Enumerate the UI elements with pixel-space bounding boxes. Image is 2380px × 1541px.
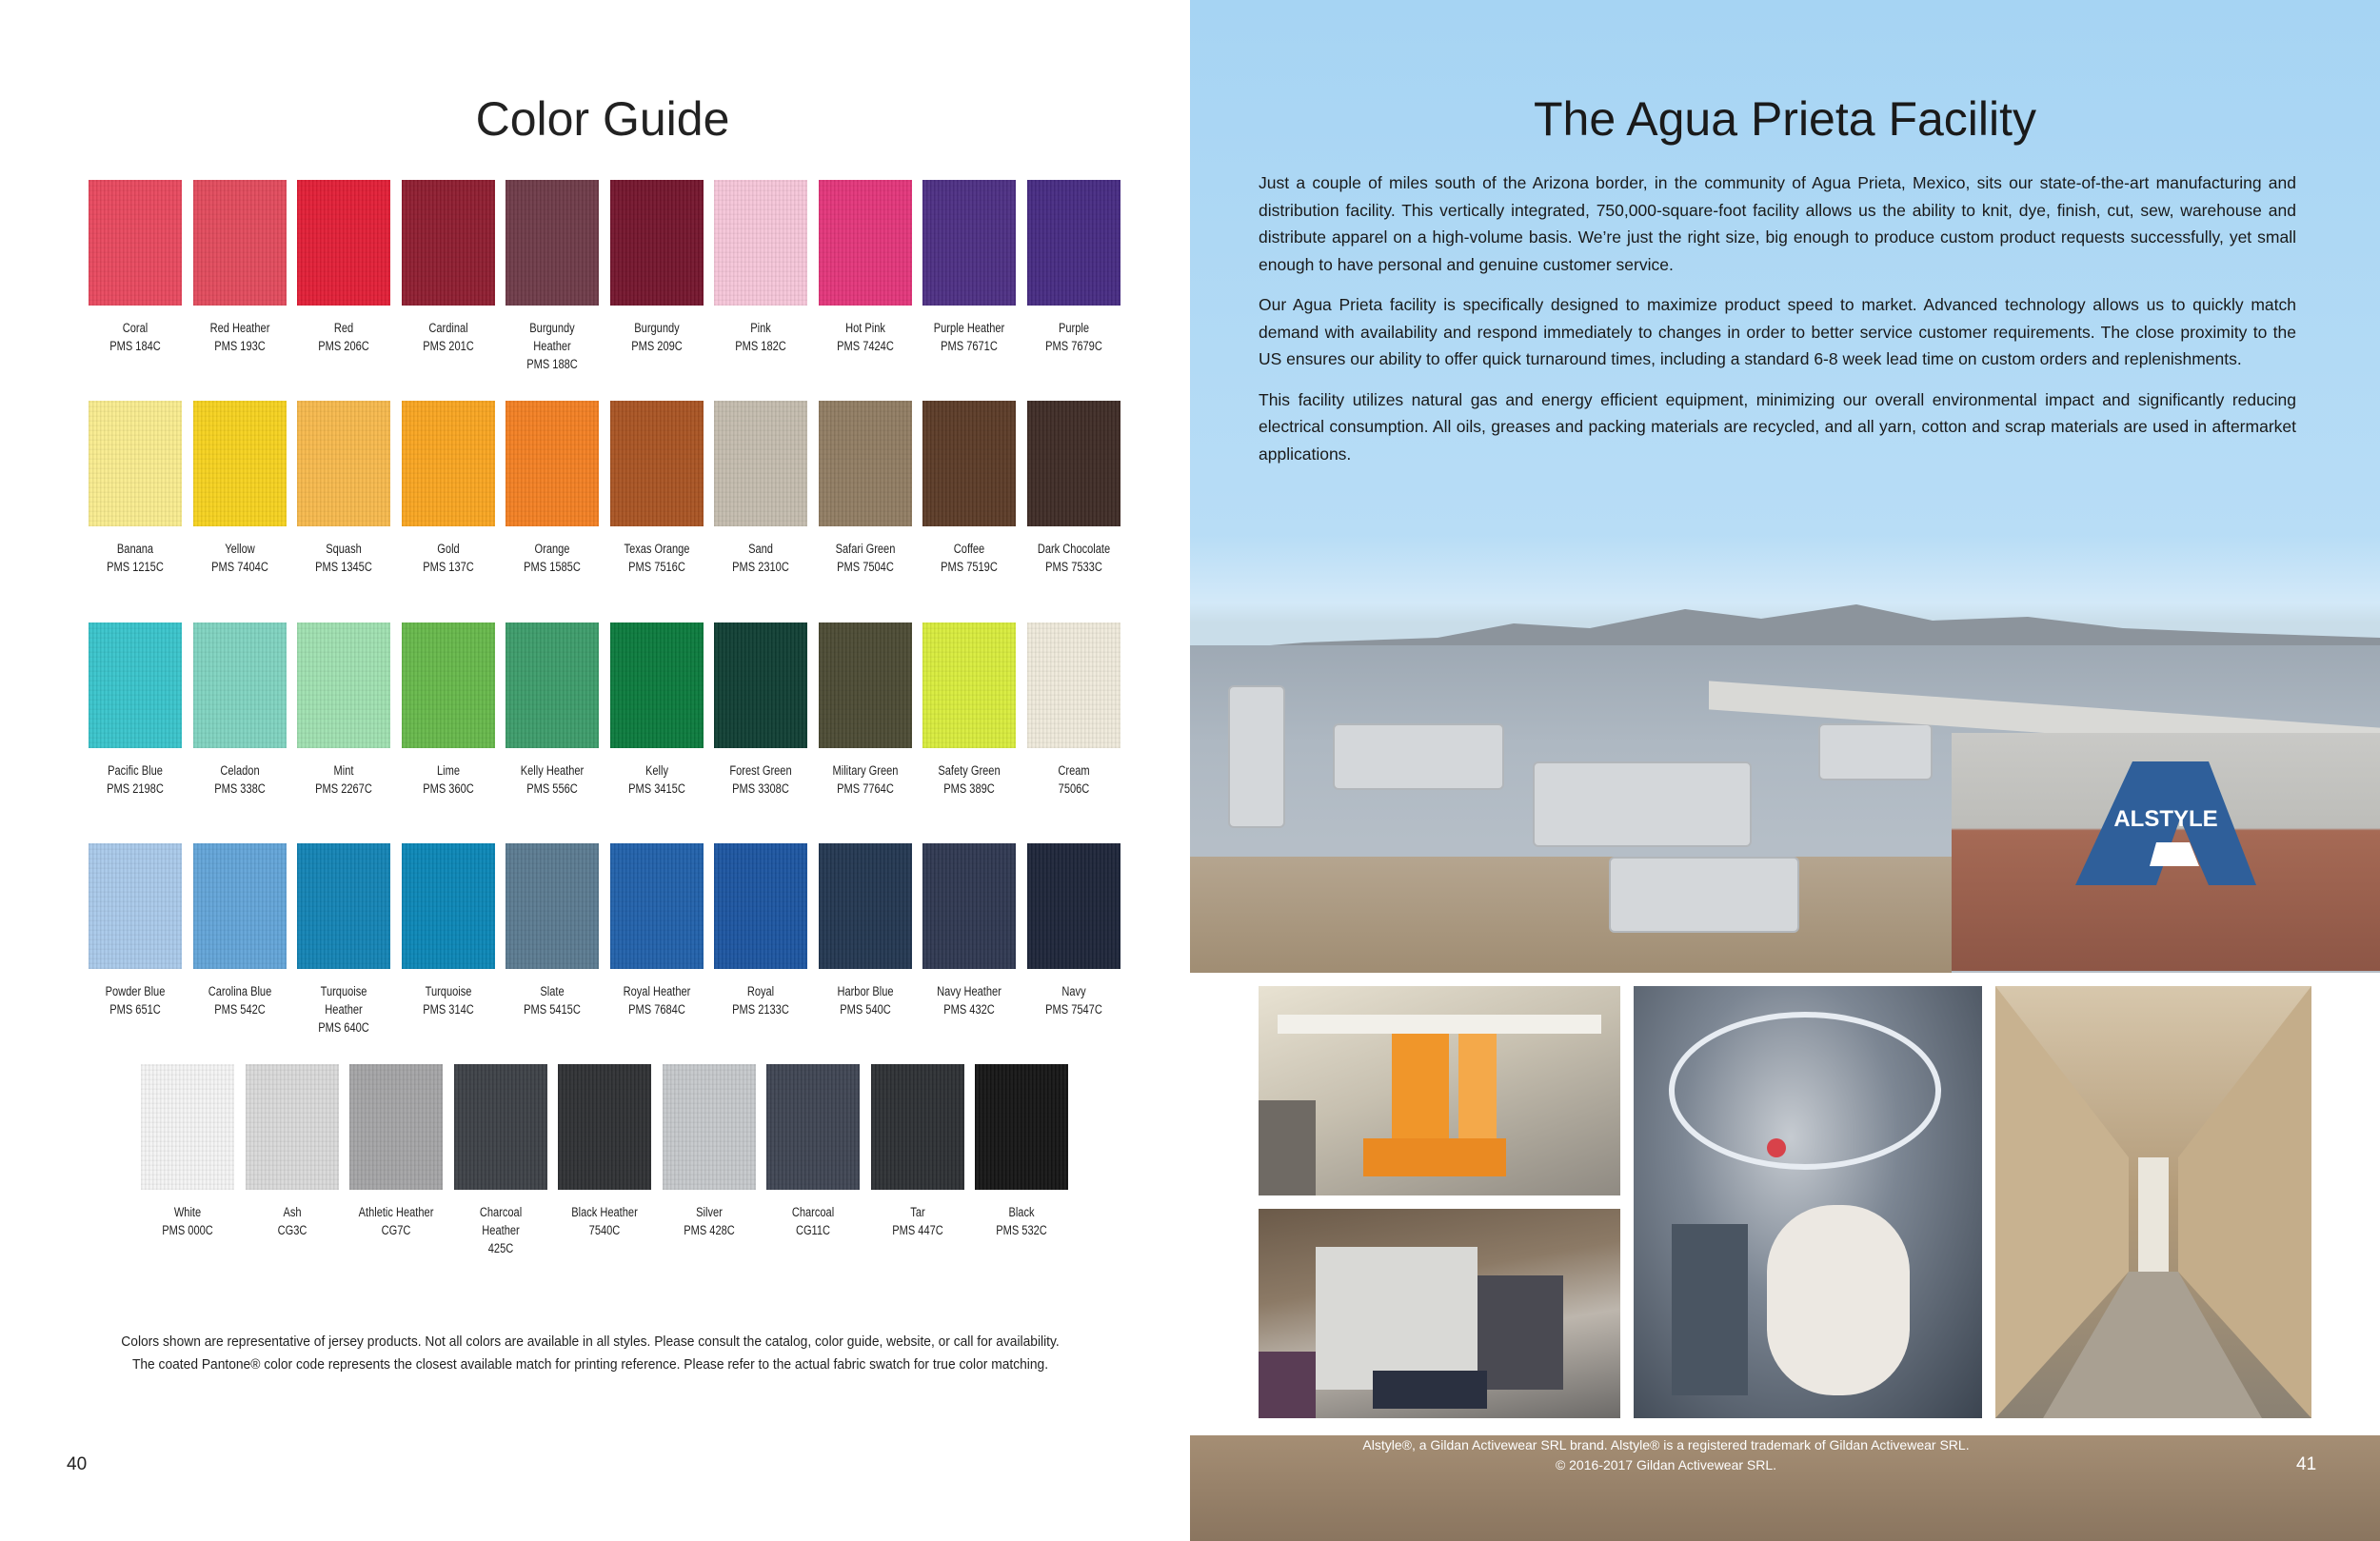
- swatch-label-line: PMS 193C: [213, 339, 266, 353]
- swatch-item: [663, 1064, 758, 1239]
- swatch-label-line: Turquoise: [425, 984, 471, 998]
- swatch-label: [97, 319, 173, 355]
- swatch-label: [931, 319, 1007, 355]
- color-swatch: [297, 401, 390, 526]
- swatch-item: [922, 401, 1018, 576]
- swatch-label: [514, 761, 590, 798]
- swatch-label-line: 7540C: [588, 1223, 621, 1237]
- swatch-label-line: Forest Green: [729, 763, 792, 778]
- swatch-label: [983, 1203, 1060, 1239]
- swatch-label: [462, 1203, 538, 1257]
- color-swatch: [454, 1064, 547, 1190]
- swatch-label-line: Hot Pink: [844, 321, 885, 335]
- facility-paragraph: Just a couple of miles south of the Arizona border, in the community of Agua Prieta, Mexico, sits our state-of-the-art manufacturing and distribution facility. This vertically integrated, 750,000-square-foot facility allows us the ability to knit, dye, finish, cut, sew, warehouse and distribute apparel on a high-volume basis. We’re just the right size, big enough to produce custom product requests successfully, yet small enough to have personal and genuine customer service.: [1259, 173, 2296, 274]
- color-swatch: [402, 622, 495, 748]
- color-swatch: [714, 401, 807, 526]
- swatch-row: [89, 180, 1131, 370]
- swatch-label-line: PMS 7671C: [941, 339, 998, 353]
- color-swatch: [714, 180, 807, 306]
- swatch-label: [97, 761, 173, 798]
- color-swatch: [922, 401, 1016, 526]
- swatch-label-line: Black: [1008, 1205, 1035, 1219]
- color-swatch: [1027, 180, 1121, 306]
- swatch-label: [409, 982, 486, 1018]
- swatch-label-line: Navy Heather: [937, 984, 1002, 998]
- ground-area: [1190, 857, 1952, 973]
- swatch-label-line: Royal: [746, 984, 775, 998]
- swatch-item: [819, 180, 914, 355]
- swatch-label-line: PMS 2133C: [732, 1002, 789, 1017]
- swatch-label-line: Safari Green: [835, 542, 895, 556]
- swatch-label-line: Lime: [436, 763, 460, 778]
- swatch-label: [306, 540, 382, 576]
- swatch-item: [193, 401, 288, 576]
- swatch-label: [775, 1203, 851, 1239]
- swatch-label-line: Coral: [122, 321, 149, 335]
- swatch-item: [246, 1064, 341, 1239]
- swatch-label-line: Cream: [1057, 763, 1090, 778]
- swatch-label-line: Kelly Heather: [520, 763, 585, 778]
- facility-body: [1259, 169, 2296, 481]
- swatch-item: [141, 1064, 236, 1239]
- swatch-label-line: Ash: [282, 1205, 302, 1219]
- swatch-label: [723, 982, 799, 1018]
- color-swatch: [89, 622, 182, 748]
- swatch-label-line: Orange: [534, 542, 570, 556]
- swatch-label-line: Kelly: [645, 763, 668, 778]
- swatch-label: [1035, 540, 1111, 576]
- swatch-label: [618, 540, 694, 576]
- swatch-item: [1027, 401, 1122, 576]
- swatch-label-line: 425C: [487, 1241, 513, 1255]
- color-swatch: [506, 622, 599, 748]
- color-swatch: [193, 180, 287, 306]
- printing-line-photo: [1259, 1209, 1620, 1418]
- warehouse-aisle-graphic: [1995, 986, 2311, 1418]
- swatch-item: [402, 401, 497, 576]
- swatch-label-line: Burgundy: [633, 321, 680, 335]
- printing-machine-graphic: [1259, 1209, 1620, 1418]
- swatch-label-line: Military Green: [832, 763, 898, 778]
- swatch-label: [201, 319, 277, 355]
- swatch-label: [306, 761, 382, 798]
- color-swatch: [402, 180, 495, 306]
- hvac-duct: [1818, 723, 1933, 780]
- swatch-label: [931, 982, 1007, 1018]
- color-swatch: [402, 401, 495, 526]
- swatch-label-line: PMS 428C: [683, 1223, 735, 1237]
- swatch-label: [201, 761, 277, 798]
- color-swatch: [506, 401, 599, 526]
- swatch-label: [358, 1203, 434, 1239]
- swatch-item: [975, 1064, 1070, 1239]
- swatch-item: [193, 180, 288, 355]
- swatch-label-line: PMS 314C: [422, 1002, 474, 1017]
- swatch-item: [297, 843, 392, 1037]
- swatch-label-line: PMS 389C: [943, 781, 995, 796]
- swatch-label: [826, 982, 902, 1018]
- color-swatch: [610, 622, 704, 748]
- fabric-machine-graphic: [1259, 986, 1620, 1195]
- swatch-label-line: PMS 3308C: [732, 781, 789, 796]
- swatch-label-line: Heather: [325, 1002, 363, 1017]
- color-swatch: [246, 1064, 339, 1190]
- swatch-row: [141, 1064, 1080, 1255]
- color-swatch: [922, 843, 1016, 969]
- swatch-label-line: Turquoise: [320, 984, 367, 998]
- swatch-label-line: Mint: [333, 763, 354, 778]
- swatch-item: [89, 180, 184, 355]
- swatch-item: [506, 401, 601, 576]
- swatch-label-line: Royal Heather: [623, 984, 690, 998]
- swatch-label-line: Squash: [326, 542, 362, 556]
- swatch-item: [819, 622, 914, 798]
- swatch-label-line: PMS 7424C: [836, 339, 894, 353]
- swatch-label: [1035, 982, 1111, 1018]
- swatch-label-line: PMS 7516C: [627, 560, 685, 574]
- swatch-item: [922, 180, 1018, 355]
- swatch-label-line: Carolina Blue: [208, 984, 271, 998]
- swatch-label: [409, 319, 486, 355]
- swatch-label: [931, 540, 1007, 576]
- swatch-label-line: Purple: [1058, 321, 1089, 335]
- hvac-duct: [1333, 723, 1504, 790]
- building-sign-text: ALSTYLE: [2113, 806, 2218, 832]
- color-swatch: [1027, 843, 1121, 969]
- swatch-label: [618, 982, 694, 1018]
- swatch-label: [253, 1203, 329, 1239]
- swatch-label-line: CG11C: [795, 1223, 831, 1237]
- color-swatch: [193, 401, 287, 526]
- alstyle-logo: [2066, 752, 2266, 895]
- swatch-item: [297, 180, 392, 355]
- color-swatch: [610, 843, 704, 969]
- swatch-label: [618, 319, 694, 355]
- swatch-item: [297, 622, 392, 798]
- swatch-item: [349, 1064, 445, 1239]
- color-swatch: [871, 1064, 964, 1190]
- swatch-label: [931, 761, 1007, 798]
- swatch-label-line: PMS 1585C: [524, 560, 581, 574]
- swatch-label-line: Pacific Blue: [108, 763, 163, 778]
- color-swatch: [89, 180, 182, 306]
- color-swatch: [297, 843, 390, 969]
- swatch-item: [89, 843, 184, 1018]
- swatch-label: [409, 540, 486, 576]
- swatch-label-line: PMS 2267C: [315, 781, 372, 796]
- swatch-row: [89, 843, 1131, 1034]
- color-swatch: [819, 622, 912, 748]
- color-guide-note: [100, 1331, 1081, 1376]
- color-swatch: [297, 180, 390, 306]
- note-line: The coated Pantone® color code represents the closest available match for printing reference. Please refer to the actual fabric swatch for true color matching.: [131, 1356, 1049, 1373]
- color-swatch: [610, 180, 704, 306]
- color-swatch: [819, 401, 912, 526]
- hvac-duct: [1609, 857, 1799, 933]
- swatch-label: [723, 319, 799, 355]
- color-swatch: [89, 843, 182, 969]
- color-swatch: [349, 1064, 443, 1190]
- facility-paragraph: This facility utilizes natural gas and energy efficient equipment, minimizing our overall environmental impact and significantly reducing electrical consumption. All oils, greases and packing materials are recycled, and all yarn, cotton and scrap materials are used in aftermarket applications.: [1259, 389, 2296, 464]
- swatch-label: [826, 540, 902, 576]
- swatch-item: [297, 401, 392, 576]
- swatch-item: [193, 622, 288, 798]
- swatch-label: [723, 540, 799, 576]
- swatch-label-line: PMS 7504C: [836, 560, 894, 574]
- swatch-label: [514, 319, 590, 373]
- swatch-label-line: PMS 7404C: [210, 560, 268, 574]
- dye-finishing-photo: [1259, 986, 1620, 1195]
- swatch-label: [879, 1203, 955, 1239]
- swatch-item: [193, 843, 288, 1018]
- swatch-label-line: PMS 1345C: [315, 560, 372, 574]
- swatch-item: [506, 843, 601, 1018]
- swatch-label-line: Powder Blue: [105, 984, 166, 998]
- swatch-label-line: Red Heather: [209, 321, 269, 335]
- swatch-label-line: PMS 360C: [422, 781, 474, 796]
- swatch-label-line: PMS 7547C: [1044, 1002, 1102, 1017]
- swatch-label-line: Slate: [540, 984, 565, 998]
- swatch-label-line: PMS 556C: [526, 781, 578, 796]
- color-swatch: [193, 843, 287, 969]
- swatch-label-line: Tar: [909, 1205, 925, 1219]
- swatch-label-line: CG7C: [381, 1223, 411, 1237]
- swatch-label-line: PMS 2198C: [107, 781, 164, 796]
- swatch-label: [201, 540, 277, 576]
- swatch-label-line: PMS 2310C: [732, 560, 789, 574]
- swatch-item: [1027, 843, 1122, 1018]
- color-swatch: [766, 1064, 860, 1190]
- swatch-label-line: Red: [333, 321, 354, 335]
- swatch-item: [610, 843, 705, 1018]
- swatch-label-line: PMS 7519C: [941, 560, 998, 574]
- swatch-label-line: PMS 3415C: [627, 781, 685, 796]
- swatch-row: [89, 401, 1131, 591]
- swatch-label-line: PMS 532C: [996, 1223, 1047, 1237]
- swatch-label: [514, 540, 590, 576]
- swatch-item: [610, 401, 705, 576]
- hvac-duct: [1228, 685, 1285, 828]
- facility-page: [1190, 0, 2380, 1541]
- color-swatch: [141, 1064, 234, 1190]
- page-number-left: 40: [67, 1454, 88, 1474]
- swatch-label-line: PMS 540C: [839, 1002, 891, 1017]
- color-guide-title: Color Guide: [475, 92, 730, 146]
- swatch-label: [306, 982, 382, 1037]
- swatch-item: [610, 180, 705, 355]
- swatch-label-line: PMS 206C: [318, 339, 369, 353]
- color-swatch: [297, 622, 390, 748]
- swatch-label: [723, 761, 799, 798]
- swatch-label-line: Purple Heather: [933, 321, 1005, 335]
- swatch-item: [922, 843, 1018, 1018]
- swatch-label-line: PMS 432C: [943, 1002, 995, 1017]
- swatch-item: [714, 180, 809, 355]
- swatch-item: [454, 1064, 549, 1257]
- swatch-label-line: PMS 209C: [630, 339, 683, 353]
- swatch-label-line: PMS 338C: [213, 781, 266, 796]
- swatch-label-line: Burgundy: [529, 321, 575, 335]
- swatch-label-line: Pink: [750, 321, 771, 335]
- swatch-label-line: Celadon: [219, 763, 260, 778]
- swatch-label-line: Safety Green: [938, 763, 1001, 778]
- swatch-label-line: Navy: [1061, 984, 1086, 998]
- color-swatch: [506, 843, 599, 969]
- swatch-item: [922, 622, 1018, 798]
- swatch-label-line: Texas Orange: [624, 542, 689, 556]
- swatch-label-line: PMS 640C: [318, 1020, 369, 1035]
- swatch-label-line: Coffee: [953, 542, 985, 556]
- color-swatch: [402, 843, 495, 969]
- warehouse-photo: [1995, 986, 2311, 1418]
- swatch-item: [871, 1064, 966, 1239]
- swatch-item: [89, 622, 184, 798]
- swatch-label-line: PMS 542C: [213, 1002, 266, 1017]
- facility-aerial-photo: [1190, 571, 2380, 973]
- swatch-item: [1027, 180, 1122, 355]
- swatch-item: [402, 843, 497, 1018]
- swatch-label: [514, 982, 590, 1018]
- swatch-label-line: Banana: [116, 542, 154, 556]
- swatch-label-line: Heather: [481, 1223, 520, 1237]
- color-swatch: [1027, 622, 1121, 748]
- swatch-label-line: Sand: [748, 542, 773, 556]
- swatch-label-line: White: [173, 1205, 202, 1219]
- page-number-right: 41: [2296, 1454, 2317, 1474]
- hvac-duct: [1533, 761, 1752, 847]
- swatch-label-line: PMS 184C: [109, 339, 161, 353]
- swatch-item: [89, 401, 184, 576]
- facility-title: The Agua Prieta Facility: [1533, 92, 2037, 146]
- color-swatch: [819, 843, 912, 969]
- color-swatch: [506, 180, 599, 306]
- swatch-label: [566, 1203, 643, 1239]
- swatch-label: [149, 1203, 226, 1239]
- color-swatch: [922, 180, 1016, 306]
- color-swatch: [558, 1064, 651, 1190]
- knitting-machine-graphic: [1634, 986, 1982, 1418]
- swatch-item: [714, 401, 809, 576]
- color-swatch: [922, 622, 1016, 748]
- swatch-label-line: Athletic Heather: [358, 1205, 434, 1219]
- swatch-label: [670, 1203, 746, 1239]
- swatch-row: [89, 622, 1131, 813]
- swatch-label-line: Silver: [695, 1205, 723, 1219]
- swatch-label-line: PMS 651C: [109, 1002, 161, 1017]
- color-swatch: [819, 180, 912, 306]
- swatch-label: [1035, 319, 1111, 355]
- swatch-label-line: PMS 7533C: [1044, 560, 1102, 574]
- swatch-label-line: PMS 201C: [422, 339, 474, 353]
- swatch-label-line: Charcoal: [479, 1205, 522, 1219]
- color-swatch: [89, 401, 182, 526]
- swatch-item: [402, 180, 497, 355]
- color-swatch: [193, 622, 287, 748]
- swatch-label: [97, 982, 173, 1018]
- swatch-item: [714, 622, 809, 798]
- color-swatch: [610, 401, 704, 526]
- swatch-label-line: PMS 1215C: [107, 560, 164, 574]
- swatch-label-line: PMS 7764C: [836, 781, 894, 796]
- swatch-label-line: PMS 000C: [162, 1223, 213, 1237]
- swatch-label-line: Charcoal: [791, 1205, 835, 1219]
- swatch-label-line: 7506C: [1058, 781, 1089, 796]
- swatch-item: [714, 843, 809, 1018]
- swatch-label-line: CG3C: [277, 1223, 307, 1237]
- swatch-item: [1027, 622, 1122, 798]
- legal-notice: [1333, 1435, 1999, 1475]
- legal-line: © 2016-2017 Gildan Activewear SRL.: [1555, 1457, 1777, 1472]
- swatch-label: [201, 982, 277, 1018]
- facility-paragraph: Our Agua Prieta facility is specifically designed to maximize product speed to market. Advanced technology allows us to quickly match demand with availability and respond immediately to changes in order to better service customer requirements. The close proximity to the US ensures our ability to offer quick turnaround times, including a standard 6-8 week lead time on custom orders and replenishments.: [1259, 295, 2296, 368]
- swatch-label-line: PMS 188C: [526, 357, 578, 371]
- color-swatch: [714, 843, 807, 969]
- swatch-label: [1035, 761, 1111, 798]
- legal-line: Alstyle®, a Gildan Activewear SRL brand. Alstyle® is a registered trademark of Gildan Activewear SRL.: [1362, 1437, 1970, 1452]
- swatch-label-line: Heather: [533, 339, 571, 353]
- swatch-label-line: PMS 182C: [735, 339, 786, 353]
- color-swatch: [1027, 401, 1121, 526]
- swatch-item: [819, 401, 914, 576]
- swatch-label-line: Black Heather: [571, 1205, 638, 1219]
- swatch-label-line: Yellow: [224, 542, 255, 556]
- swatch-item: [819, 843, 914, 1018]
- swatch-label-line: PMS 137C: [422, 560, 474, 574]
- swatch-label-line: Cardinal: [427, 321, 468, 335]
- swatch-label-line: Harbor Blue: [836, 984, 894, 998]
- swatch-label-line: PMS 7679C: [1044, 339, 1102, 353]
- swatch-item: [558, 1064, 653, 1239]
- color-swatch: [663, 1064, 756, 1190]
- swatch-label-line: Gold: [436, 542, 460, 556]
- swatch-label: [306, 319, 382, 355]
- swatch-label: [409, 761, 486, 798]
- swatch-label: [97, 540, 173, 576]
- swatch-label-line: Dark Chocolate: [1037, 542, 1110, 556]
- swatch-label-line: PMS 5415C: [524, 1002, 581, 1017]
- note-line: Colors shown are representative of jersey products. Not all colors are available in all styles. Please consult the catalog, color guide, website, or call for availability.: [121, 1334, 1060, 1350]
- swatch-label: [826, 319, 902, 355]
- color-swatch: [975, 1064, 1068, 1190]
- swatch-label-line: PMS 447C: [891, 1223, 943, 1237]
- swatch-item: [506, 180, 601, 373]
- knitting-machine-photo: [1634, 986, 1982, 1418]
- swatch-item: [402, 622, 497, 798]
- swatch-item: [766, 1064, 862, 1239]
- color-swatch: [714, 622, 807, 748]
- swatch-label-line: PMS 7684C: [627, 1002, 685, 1017]
- swatch-label: [618, 761, 694, 798]
- swatch-item: [610, 622, 705, 798]
- swatch-label: [826, 761, 902, 798]
- swatch-item: [506, 622, 601, 798]
